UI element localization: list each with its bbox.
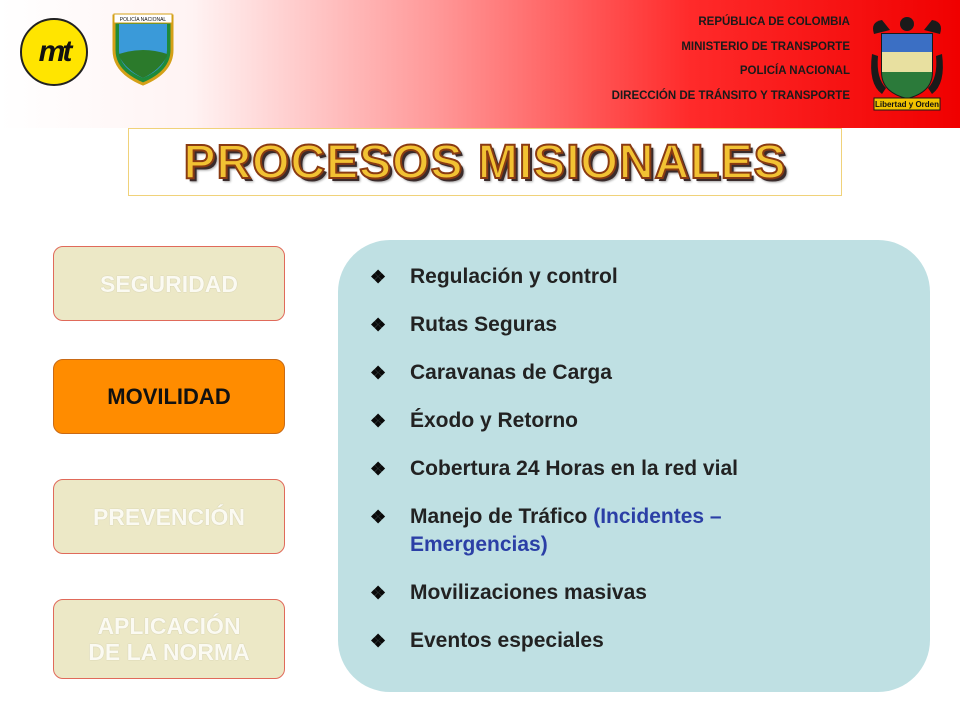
list-item-text: Caravanas de Carga bbox=[410, 361, 612, 384]
police-badge-icon bbox=[110, 10, 176, 86]
list-item bbox=[370, 311, 738, 359]
list-item-text: Éxodo y Retorno bbox=[410, 409, 579, 432]
header-lines bbox=[612, 10, 850, 108]
list-item-text-highlight: (Incidentes – bbox=[593, 505, 722, 528]
list-item bbox=[370, 407, 738, 455]
header-line-ministerio: MINISTERIO DE TRANSPORTE bbox=[681, 40, 850, 53]
list-item bbox=[370, 627, 738, 675]
list-item-text: Rutas Seguras bbox=[410, 313, 558, 336]
list-item bbox=[370, 359, 738, 407]
diamond-bullet-icon: ❖ bbox=[370, 507, 387, 527]
diamond-bullet-icon: ❖ bbox=[370, 631, 387, 651]
list-item-text: Cobertura 24 Horas en la red vial bbox=[410, 457, 738, 480]
nav-prevencion-button[interactable] bbox=[53, 479, 285, 554]
mt-logo bbox=[20, 18, 88, 86]
mt-logo-text: mt bbox=[38, 35, 70, 68]
list-item-text: Eventos especiales bbox=[410, 629, 604, 652]
list-item-text bbox=[410, 503, 722, 559]
diamond-bullet-icon: ❖ bbox=[370, 583, 387, 603]
diamond-bullet-icon: ❖ bbox=[370, 363, 387, 383]
header-line-policia: POLICÍA NACIONAL bbox=[739, 65, 850, 77]
police-badge-text: POLICÍA NACIONAL bbox=[119, 17, 167, 23]
process-list bbox=[370, 263, 738, 675]
diamond-bullet-icon: ❖ bbox=[370, 459, 387, 479]
diamond-bullet-icon: ❖ bbox=[370, 411, 387, 431]
nav-seguridad-label: SEGURIDAD bbox=[99, 270, 238, 297]
header-line-direccion: DIRECCIÓN DE TRÁNSITO Y TRANSPORTE bbox=[611, 89, 850, 102]
coat-motto: Libertad y Orden bbox=[874, 100, 940, 109]
nav-prevencion-label: PREVENCIÓN bbox=[92, 503, 246, 530]
list-item-text: Regulación y control bbox=[410, 265, 618, 288]
nav-movilidad-button[interactable] bbox=[53, 359, 285, 434]
page-title: PROCESOS MISIONALES bbox=[183, 135, 787, 189]
header-line-republica: REPÚBLICA DE COLOMBIA bbox=[698, 16, 850, 28]
nav-movilidad-label: MOVILIDAD bbox=[107, 383, 231, 409]
list-item bbox=[370, 579, 738, 627]
list-item bbox=[370, 263, 738, 311]
list-item bbox=[370, 455, 738, 503]
nav-aplicacion-label-line2: DE LA NORMA bbox=[88, 639, 250, 665]
list-item-text-highlight-cont: Emergencias) bbox=[410, 533, 548, 556]
coat-of-arms-icon bbox=[868, 14, 946, 114]
list-item bbox=[370, 503, 738, 579]
header-banner bbox=[0, 0, 960, 128]
list-item-text-main: Manejo de Tráfico bbox=[410, 505, 588, 528]
nav-aplicacion-button[interactable] bbox=[53, 599, 285, 679]
nav-aplicacion-label-line1: APLICACIÓN bbox=[97, 613, 241, 639]
nav-seguridad-button[interactable] bbox=[53, 246, 285, 321]
title-box bbox=[128, 128, 842, 196]
diamond-bullet-icon: ❖ bbox=[370, 267, 387, 287]
list-item-text: Movilizaciones masivas bbox=[410, 581, 647, 604]
diamond-bullet-icon: ❖ bbox=[370, 315, 387, 335]
